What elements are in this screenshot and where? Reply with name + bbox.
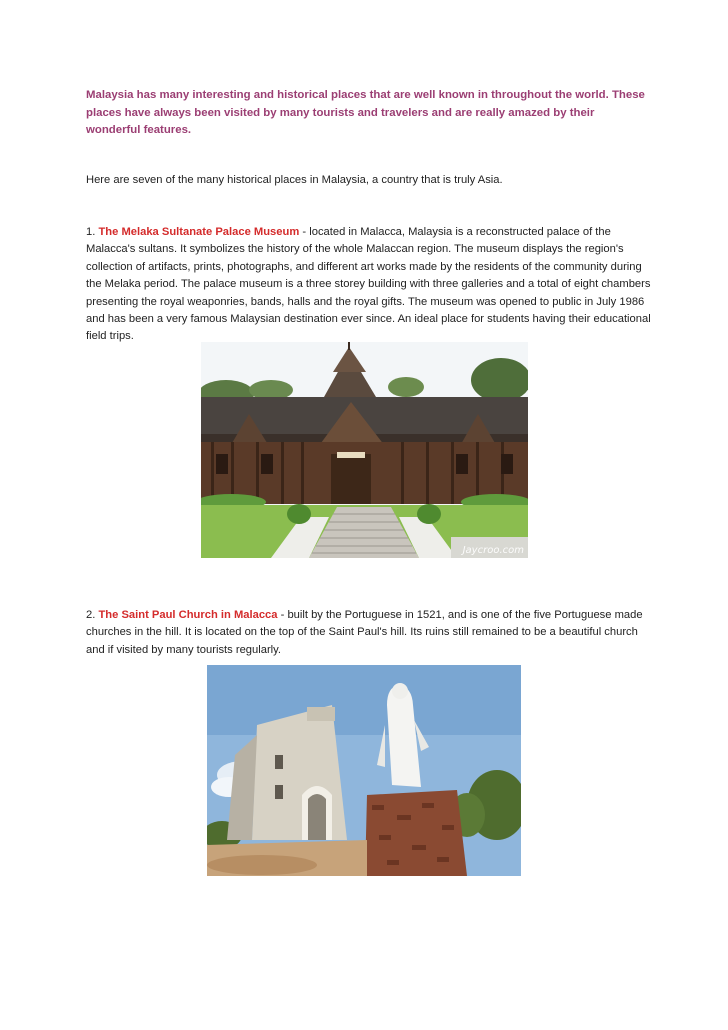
palace-museum-photo	[201, 342, 528, 558]
item-2-number: 2.	[86, 609, 96, 621]
item-2-title[interactable]: The Saint Paul Church in Malacca	[98, 609, 278, 621]
item-1-text: - located in Malacca, Malaysia is a reconstructed palace of the Malacca's sultans. It symbolizes the history of the whole Malaccan region. The museum displays the region's collection of artifacts, prints, photographs, and different art works made by the residents of the community during the Melaka period. The palace museum is a three storey building with three galleries and a total of eight chambers presenting the royal weaponries, bands, halls and the royal gifts. The museum was opened to public in July 1986 and has been a very famous Malaysian destination ever since. An ideal place for students having their educational field trips.	[86, 226, 651, 343]
item-2-text: - built by the Portuguese in 1521, and is one of the five Portuguese made churches in the hill. It is located on the top of the Saint Paul's hill. Its ruins still remained to be a beautiful church and if visited by many tourists regularly.	[86, 609, 643, 656]
item-1-title[interactable]: The Melaka Sultanate Palace Museum	[98, 226, 300, 238]
intro-paragraph: Malaysia has many interesting and historical places that are well known in throughout the world. These places have always been visited by many tourists and travelers and are really amazed by their wonderful features.	[86, 89, 645, 136]
photo-watermark: Jaycroo.com	[462, 545, 524, 556]
item-1-paragraph	[86, 224, 652, 346]
item-1-number: 1.	[86, 226, 96, 238]
item-2-paragraph	[86, 607, 652, 659]
lead-paragraph: Here are seven of the many historical places in Malaysia, a country that is truly Asia.	[86, 174, 503, 186]
saint-paul-church-photo	[207, 665, 521, 876]
